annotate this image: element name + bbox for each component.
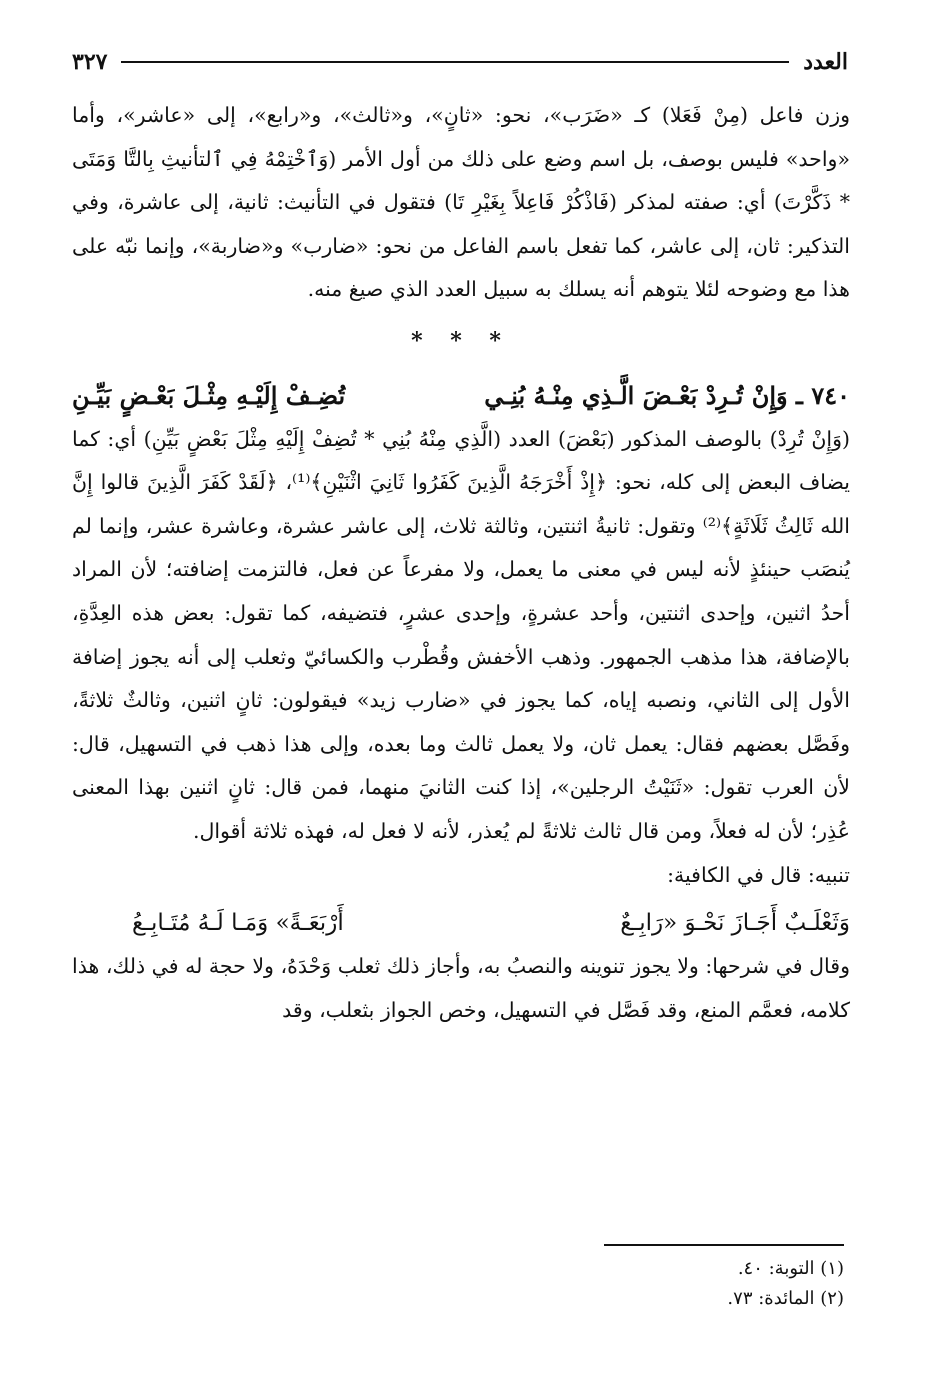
page-number: ٣٢٧ [72, 49, 108, 75]
chapter-title: العدد [803, 49, 848, 75]
footnote-separator [604, 1244, 844, 1246]
header-rule [121, 61, 789, 63]
verse-second-hemistich: تُضِـفْ إِلَيْـهِ مِثْـلَ بَعْـضٍ بَيِّـنِ [72, 380, 346, 410]
footnotes [604, 1244, 844, 1314]
verse-740 [72, 370, 850, 418]
page-body [72, 94, 850, 1032]
section-separator: * * * [411, 327, 511, 354]
kafiya-second-hemistich: أَرْبَعَـةً» وَمَـا لَـهُ مُتَـابِـعُ [132, 910, 344, 937]
page-header [72, 44, 848, 80]
footnote-1: (١) التوبة: ٤٠. [737, 1258, 844, 1279]
kafiya-first-hemistich: وَثَعْلَـبٌ أَجَـازَ نَحْـوَ «رَابِـعٌ [620, 910, 850, 937]
paragraph-commentary-3: وقال في شرحها: ولا يجوز تنوينه والنصبُ به، وأجاز ذلك ثعلب وَحْدَهُ، ولا حجة له في ذلك، هذا كلامه، فعمَّم المنع، وقد فَصَّل في التسهيل، وخص الجواز بثعلب، وقد [72, 954, 850, 1022]
paragraph-commentary-2: (وَإِنْ تُرِدْ) بالوصف المذكور (بَعْضَ) العدد (الَّذِي مِنْهُ بُنِي * تُضِفْ إِلَيْهِ مِثْلَ بَعْضٍ بَيِّنِ) أي: كما يضاف البعض إلى كله، نحو: ﴿إِذْ أَخْرَجَهُ الَّذِينَ كَفَرُوا ثَانِيَ اثْنَيْنِ﴾⁽¹⁾، ﴿لَقَدْ كَفَرَ الَّذِينَ قالوا إِنَّ الله ثَالِثُ ثَلَاثَةٍ﴾⁽²⁾ وتقول: ثانيةُ اثنتين، وثالثة ثلاث، إلى عاشر عشرة، وعاشرة عشر، وإنما لم يُنصَب حينئذٍ لأنه ليس في معنى ما يعمل، ولا مفرعاً عن فعل، فالتزمت إضافته؛ لأن المراد أحدُ اثنين، وإحدى اثنتين، وأحد عشرةٍ، وإحدى عشرٍ، فتضيفه، كما تقول: بعض هذه العِدَّةِ، بالإضافة، هذا مذهب الجمهور. وذهب الأخفش وقُطْرب والكسائيّ وثعلب إلى أنه يجوز إضافة الأول إلى الثاني، ونصبه إياه، كما يجوز في «ضارب زيد» فيقولون: ثانٍ اثنين، وثالثٌ ثلاثةً، وفَصَّل بعضهم فقال: يعمل ثان، ولا يعمل ثالث وما بعده، وإلى هذا ذهب في التسهيل، قال: لأن العرب تقول: «ثَنَيْتُ الرجلين»، إذا كنت الثانيَ منهما، فمن قال: ثانٍ اثنين بهذا المعنى عُذِر؛ لأن له فعلاً، ومن قال ثالث ثلاثةً لم يُعذر، لأنه لا فعل له، فهذه ثلاثة أقوال. [72, 426, 851, 843]
paragraph-commentary-1: وزن فاعل (مِنْ فَعَلا) كـ «ضَرَب»، نحو: «ثانٍ»، و«ثالث»، و«رابع»، إلى «عاشر»، وأما «واحد» فليس بوصف، بل اسم وضع على ذلك من أول الأمر (وَٱخْتِمْهُ فِي ٱلتأنيثِ بِالتَّا وَمَتَى * ذَكَّرْتَ) أي: صفته لمذكر (فَاذْكُرْ فَاعِلاً بِغَيْرِ تَا) فتقول في التأنيث: ثانية، إلى عاشرة، وفي التذكير: ثان، إلى عاشر، كما تفعل باسم الفاعل من نحو: «ضارب» و«ضاربة»، وإنما نبّه على هذا مع وضوحه لئلا يتوهم أنه يسلك به سبيل العدد الذي صيغ منه. [72, 103, 850, 302]
kafiya-verse [72, 897, 850, 945]
verse-first-hemistich: ٧٤٠ ـ وَإِنْ تُـرِدْ بَعْـضَ الَّـذِي مِنْـهُ بُنِـي [484, 380, 850, 410]
note-heading: تنبيه: قال في الكافية: [667, 862, 850, 887]
footnote-2: (٢) المائدة: ٧٣. [727, 1288, 844, 1309]
